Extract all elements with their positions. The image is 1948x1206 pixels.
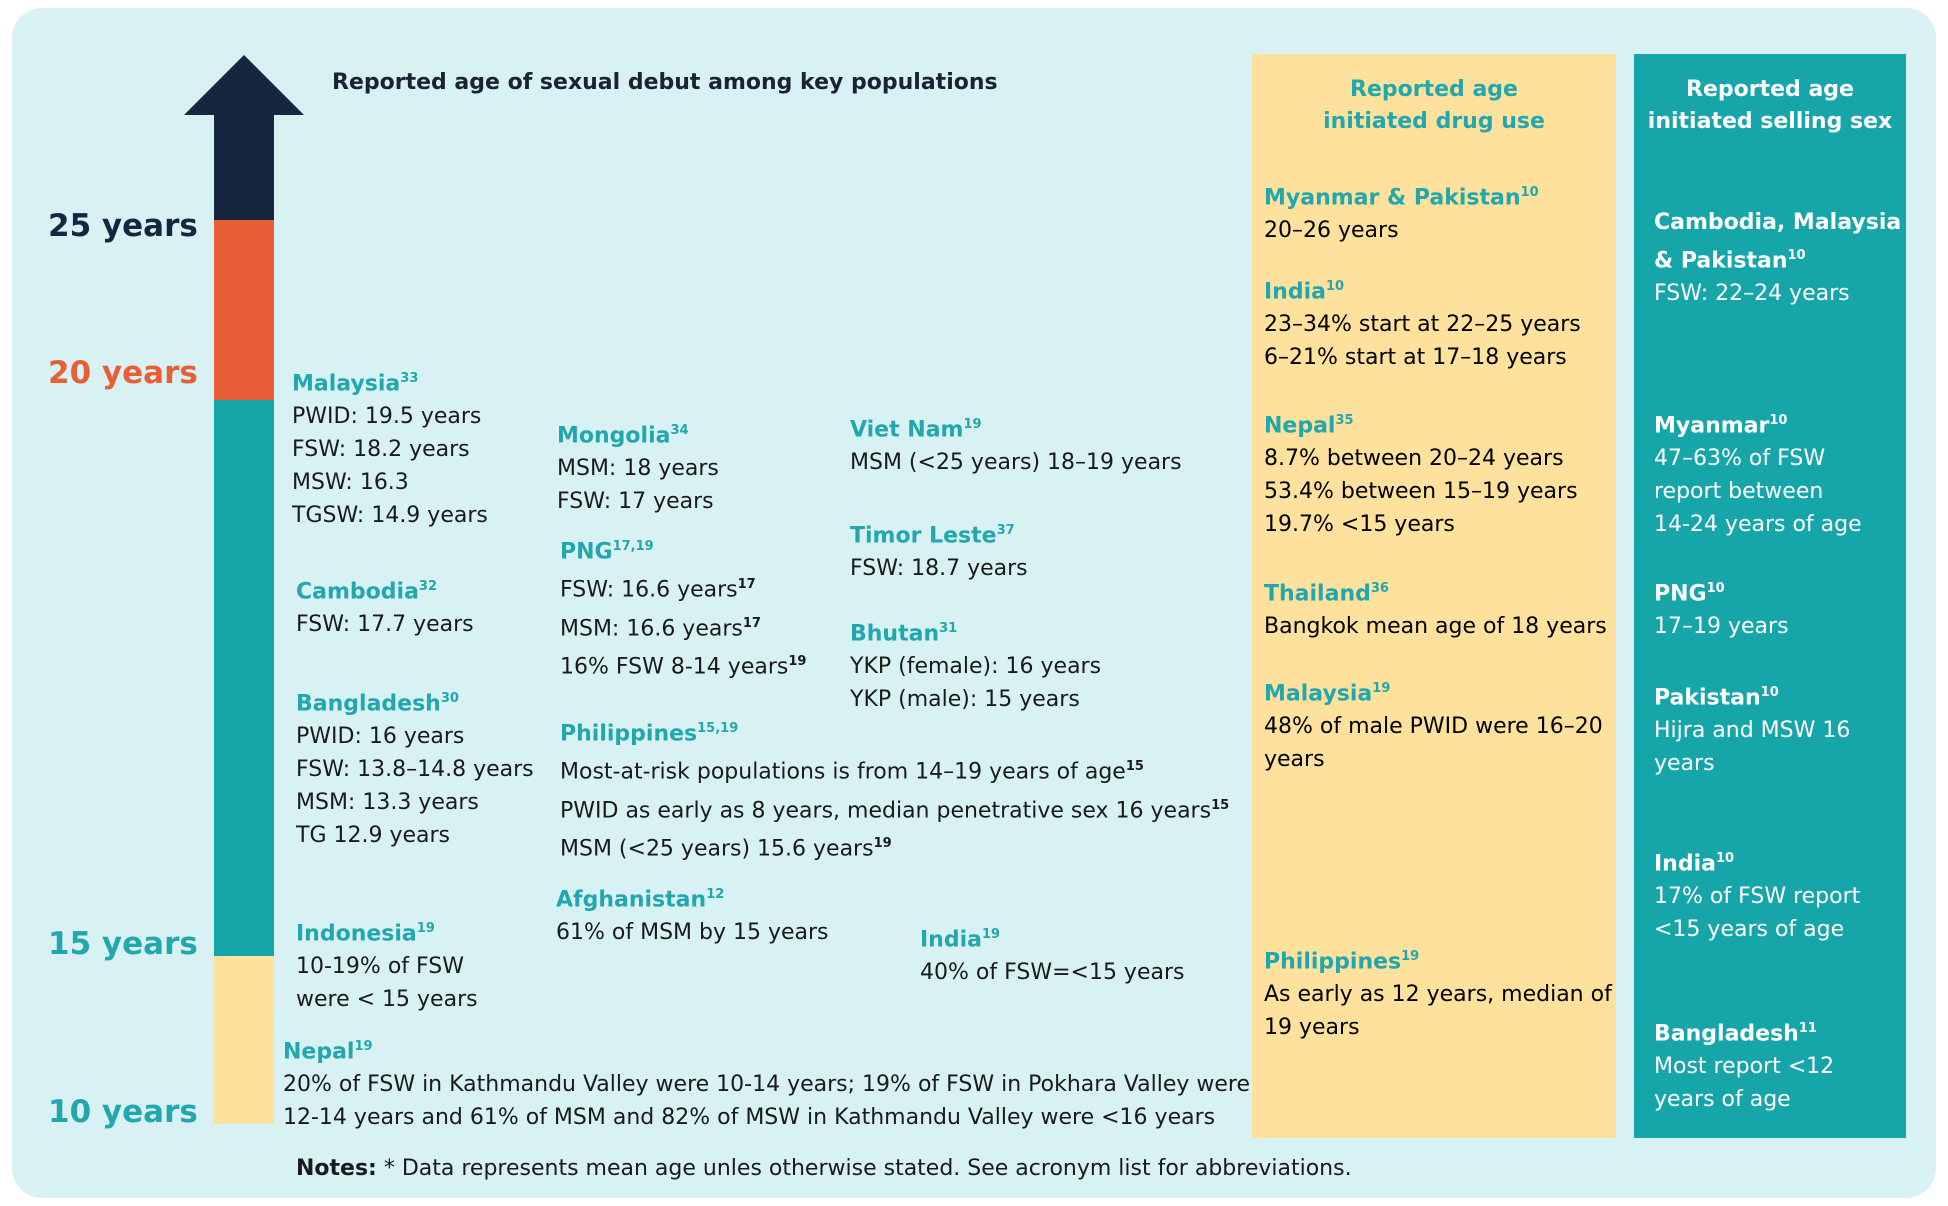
entry-timor-leste: [850, 514, 1028, 585]
entry-nepal: [283, 1030, 1250, 1134]
entry-line: 10-19% of FSW: [296, 954, 465, 980]
entry-line: FSW: 16.6 years$^{17}$: [560, 577, 756, 603]
selling-sex-header: Reported age initiated selling sex: [1647, 77, 1893, 134]
entry-heading: PNG$^{17,19}$: [560, 539, 654, 565]
entry-heading: India$^{19}$: [920, 927, 1001, 953]
entry-heading: Cambodia$^{32}$: [296, 579, 438, 605]
up-arrow-head-icon: [184, 55, 304, 115]
drug-item-thailand: Thailand$^{36}$ Bangkok mean age of 18 years: [1264, 581, 1607, 640]
entry-line: Most-at-risk populations is from 14–19 years of age$^{15}$: [560, 759, 1144, 785]
entry-india: [920, 918, 1184, 989]
arrow-segment-20-25: [214, 220, 274, 400]
entry-line: 40% of FSW=<15 years: [920, 960, 1185, 986]
entry-afghanistan: [556, 878, 829, 949]
entry-heading: Indonesia$^{19}$: [296, 921, 435, 947]
entry-mongolia: [557, 414, 719, 518]
entry-line: 20% of FSW in Kathmandu Valley were 10-14 years; 19% of FSW in Pokhara Valley were: [283, 1072, 1251, 1098]
y-label-15: 15 years: [48, 926, 198, 962]
sell-item-bangladesh: Bangladesh$^{11}$ Most report <12 years of age: [1654, 1021, 1835, 1113]
entry-line: TG 12.9 years: [296, 823, 450, 849]
drug-use-header: Reported age initiated drug use: [1323, 77, 1545, 134]
entry-heading: Philippines$^{15,19}$: [560, 721, 739, 747]
entry-heading: Afghanistan$^{12}$: [556, 887, 725, 913]
entry-line: YKP (female): 16 years: [850, 654, 1102, 680]
drug-item-nepal: Nepal$^{35}$ 8.7% between 20–24 years 53.4% between 15–19 years 19.7% <15 years: [1264, 413, 1578, 538]
entry-philippines: [560, 712, 1229, 865]
entry-line: YKP (male): 15 years: [850, 687, 1080, 713]
entry-line: MSW: 16.3: [292, 470, 409, 496]
y-label-20: 20 years: [48, 355, 198, 391]
y-label-10: 10 years: [48, 1094, 198, 1130]
arrow-segment-25plus: [214, 114, 274, 220]
entry-heading: Bhutan$^{31}$: [850, 621, 958, 647]
sell-item-myanmar: Myanmar$^{10}$ 47–63% of FSW report between 14-24 years of age: [1654, 413, 1862, 538]
drug-item-philippines: Philippines$^{19}$ As early as 12 years, median of 19 years: [1264, 949, 1612, 1041]
entry-line: were < 15 years: [296, 987, 478, 1013]
entry-line: PWID: 16 years: [296, 724, 465, 750]
entry-line: FSW: 18.7 years: [850, 556, 1028, 582]
entry-bhutan: [850, 612, 1101, 716]
entry-line: 61% of MSM by 15 years: [556, 920, 829, 946]
entry-heading: Mongolia$^{34}$: [557, 423, 689, 449]
entry-heading: Bangladesh$^{30}$: [296, 691, 459, 717]
sell-item-png: PNG$^{10}$ 17–19 years: [1654, 581, 1789, 640]
entry-malaysia: [292, 362, 488, 532]
chart-title: Reported age of sexual debut among key populations: [332, 70, 998, 95]
sell-item-pakistan: Pakistan$^{10}$ Hijra and MSW 16 years: [1654, 685, 1851, 777]
entry-line: MSM: 16.6 years$^{17}$: [560, 615, 761, 641]
entry-line: MSM: 18 years: [557, 456, 719, 482]
arrow-segment-15-20: [214, 400, 274, 956]
entry-line: FSW: 17 years: [557, 489, 714, 515]
entry-line: PWID: 19.5 years: [292, 404, 482, 430]
entry-cambodia: [296, 570, 474, 641]
entry-line: TGSW: 14.9 years: [292, 503, 488, 529]
entry-line: 12-14 years and 61% of MSM and 82% of MSW in Kathmandu Valley were <16 years: [283, 1105, 1216, 1131]
drug-item-malaysia: Malaysia$^{19}$ 48% of male PWID were 16–20 years: [1264, 681, 1603, 773]
entry-line: FSW: 18.2 years: [292, 437, 470, 463]
entry-heading: Nepal$^{19}$: [283, 1039, 373, 1065]
entry-line: MSM (<25 years) 15.6 years$^{19}$: [560, 835, 892, 862]
entry-heading: Viet Nam$^{19}$: [850, 417, 982, 443]
entry-png: [560, 530, 806, 683]
entry-line: 16% FSW 8-14 years$^{19}$: [560, 653, 807, 680]
drug-use-column: [1252, 54, 1616, 1138]
selling-sex-column: [1634, 54, 1906, 1138]
entry-line: MSM: 13.3 years: [296, 790, 479, 816]
drug-item-myanmar-pakistan: Myanmar & Pakistan$^{10}$ 20–26 years: [1264, 185, 1539, 244]
y-label-25: 25 years: [48, 208, 198, 244]
arrow-segment-10-15: [214, 956, 274, 1124]
entry-line: MSM (<25 years) 18–19 years: [850, 450, 1182, 476]
entry-line: FSW: 17.7 years: [296, 612, 474, 638]
sell-item-cambodia-malaysia: Cambodia, Malaysia & Pakistan$^{10}$ FSW: 22–24 years: [1654, 210, 1902, 307]
entry-line: FSW: 13.8–14.8 years: [296, 757, 534, 783]
notes: Notes: * Data represents mean age unles otherwise stated. See acronym list for abbreviations.: [296, 1156, 1352, 1181]
entry-line: PWID as early as 8 years, median penetrative sex 16 years$^{15}$: [560, 797, 1230, 823]
entry-heading: Timor Leste$^{37}$: [850, 523, 1015, 549]
entry-heading: Malaysia$^{33}$: [292, 371, 419, 397]
entry-bangladesh: [296, 682, 534, 852]
drug-item-india: India$^{10}$ 23–34% start at 22–25 years 6–21% start at 17–18 years: [1264, 279, 1581, 371]
entry-indonesia: [296, 912, 478, 1016]
sell-item-india: India$^{10}$ 17% of FSW report <15 years of age: [1654, 851, 1861, 943]
entry-viet-nam: [850, 408, 1182, 479]
